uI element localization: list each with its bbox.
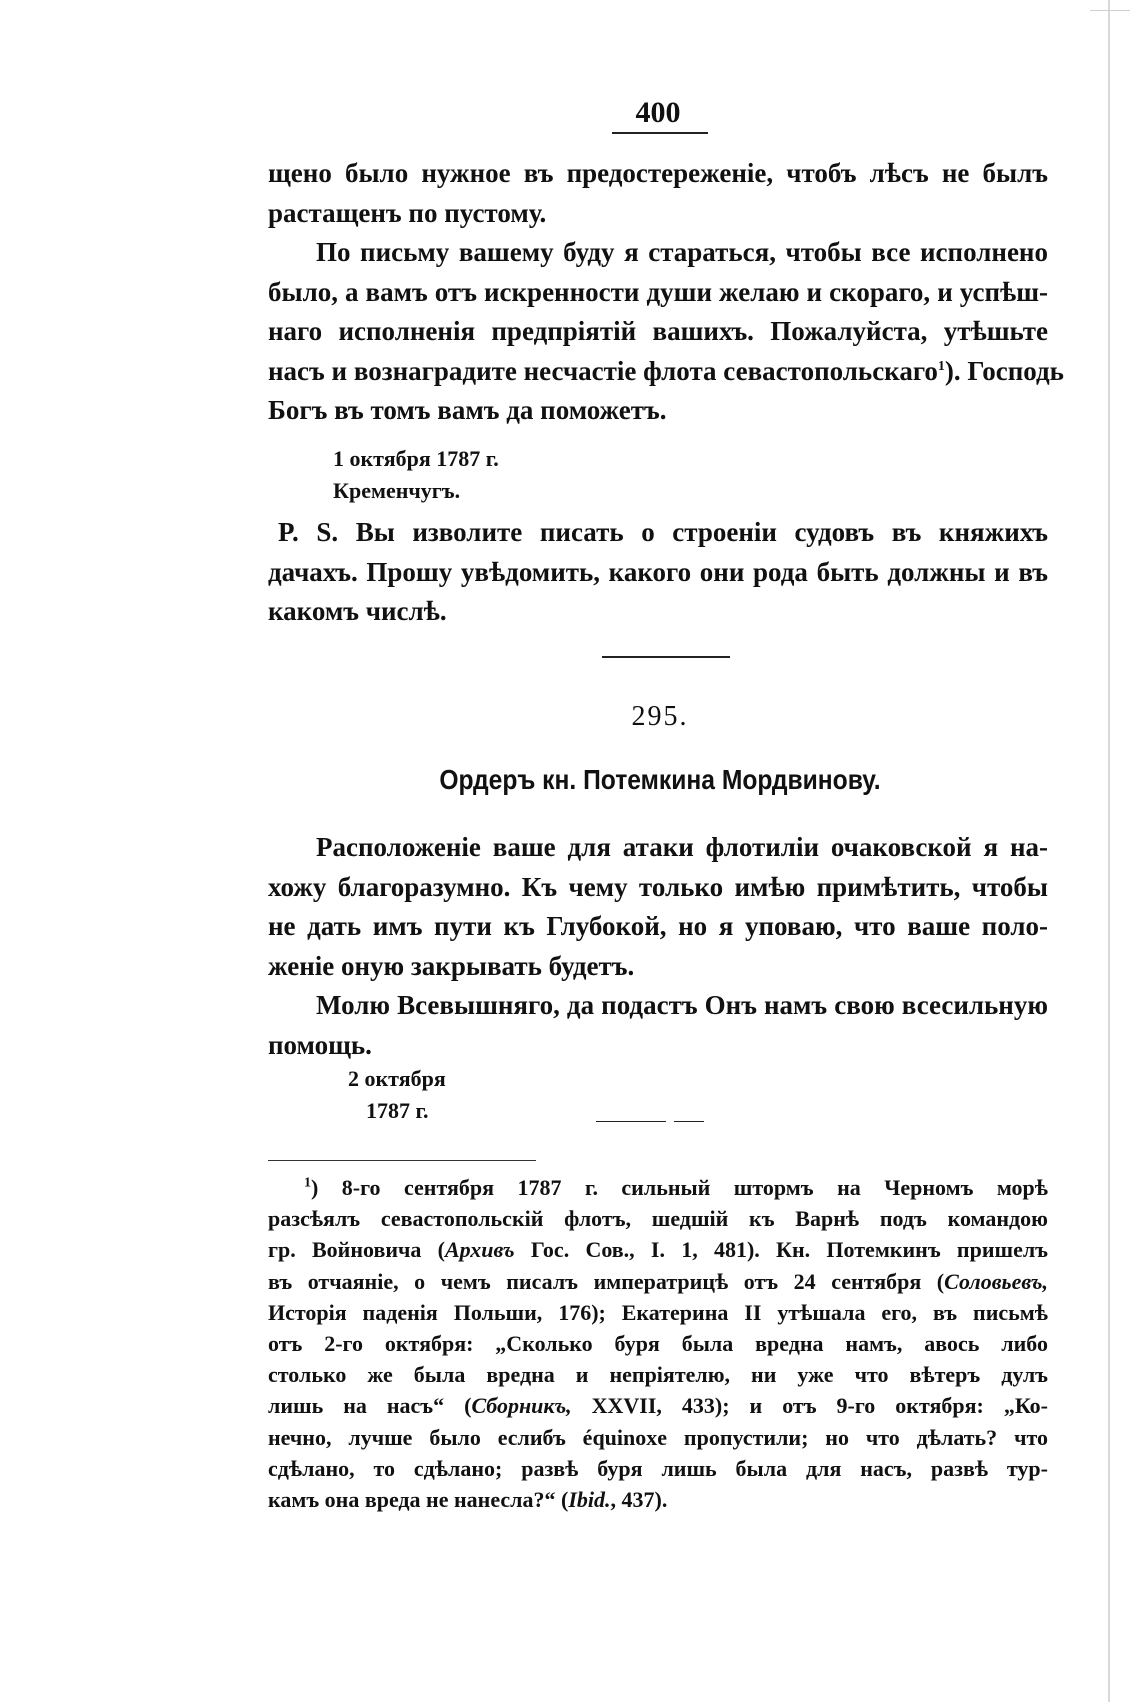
footnote-line (268, 1328, 1048, 1359)
footnote-line (268, 1422, 1048, 1453)
document-number: 295. (631, 701, 689, 732)
footnote-line (268, 1234, 1048, 1265)
text-line: дачахъ. Прошу увѣдомить, какого они рода быть должны и въ (268, 556, 1048, 587)
order-year: 1787 г. (366, 1098, 429, 1123)
letter-place: Кременчугъ. (333, 478, 461, 503)
footnote-text: гр. Войновича ( (268, 1237, 445, 1263)
order-paragraph (268, 986, 1048, 1065)
footnote-line (268, 1484, 1048, 1515)
footnote-line (268, 1203, 1048, 1234)
footnote-text: сдѣлано, то сдѣлано; развѣ буря лишь была для насъ, развѣ тур- (268, 1455, 1048, 1481)
footnote-text: въ отчаяніе, о чемъ писалъ императрицѣ отъ 24 сентября ( (268, 1268, 945, 1294)
footnote-marker: 1 (304, 1175, 311, 1191)
end-separator (596, 1121, 666, 1122)
text-line: По письму вашему буду я стараться, чтобы все исполнено (316, 237, 1048, 267)
letter-paragraph (268, 233, 1064, 431)
text-line: Расположеніе ваше для атаки флотиліи очаковской я на- (316, 832, 1048, 862)
text-line: женіе оную закрывать будетъ. (268, 950, 635, 981)
footnote-text: нечно, лучше было еслибъ équinoxe пропустили; но что дѣлать? что (268, 1424, 1048, 1450)
citation-title: Архивъ (445, 1237, 515, 1263)
page-edge-rule (1108, 0, 1110, 1702)
footnote-line (268, 1172, 1048, 1203)
footnote-text: XXVII, 433); и отъ 9-го октября: „Ко- (571, 1393, 1049, 1419)
text-line: хожу благоразумно. Къ чему только имѣю примѣтить, чтобы (268, 871, 1048, 902)
text-line: P. S. Вы изволите писать о строеніи судовъ въ княжихъ (278, 517, 1048, 547)
footnote-text: камъ она вреда не нанесла?“ ( (268, 1487, 569, 1513)
page-number: 400 (635, 96, 681, 129)
footnote-rule (268, 1160, 536, 1161)
text-line: какомъ числѣ. (268, 596, 447, 626)
footnote-text: ) 8-го сентября 1787 г. сильный штормъ на Черномъ морѣ (311, 1175, 1048, 1200)
text-line: помощь. (268, 1029, 372, 1060)
footnote-line (268, 1266, 1048, 1297)
text-segment: ). Господь (944, 355, 1064, 386)
citation-title: Соловьевъ, (944, 1268, 1048, 1294)
citation-title: Сборникъ, (471, 1393, 572, 1419)
footnote-text: , 437). (610, 1487, 668, 1513)
citation-title: Ibid. (568, 1487, 611, 1513)
section-separator (602, 656, 730, 658)
footnote-line (268, 1359, 1048, 1390)
footnote-text: Гос. Сов., I. 1, 481). Кн. Потемкинъ пришелъ (514, 1237, 1048, 1263)
text-line: наго исполненія предпріятій вашихъ. Пожалуйста, утѣшьте (268, 316, 1048, 346)
footnote (268, 1172, 1048, 1515)
document-title: Ордеръ кн. Потемкина Мордвинову. (439, 764, 881, 795)
footnote-text: Исторія паденія Польши, 176); Екатерина II утѣшала его, въ письмѣ (268, 1299, 1048, 1325)
order-date: 2 октября (348, 1066, 446, 1091)
text-line-with-footnote-ref (268, 352, 1064, 392)
text-line: было, а вамъ отъ искренности души желаю и скораго, и успѣш- (268, 276, 1048, 307)
order-paragraph (268, 828, 1048, 986)
footnote-line (268, 1390, 1048, 1421)
page-edge-tick (1090, 10, 1130, 11)
footnote-text: отъ 2-го октября: „Сколько буря была вредна намъ, авось либо (268, 1331, 1048, 1357)
text-line: растащенъ по пустому. (268, 197, 547, 228)
footnote-reference[interactable]: 1 (937, 358, 945, 374)
footnote-text: разсѣялъ севастопольскій флотъ, шедшій къ Варнѣ подъ командою (268, 1206, 1048, 1232)
text-line: Богъ въ томъ вамъ да поможетъ. (268, 395, 667, 425)
footnote-text: лишь на насъ“ ( (268, 1393, 472, 1419)
text-line: не дать имъ пути къ Глубокой, но я уповаю, что ваше поло- (268, 911, 1048, 941)
postscript-paragraph (268, 513, 1048, 632)
footnote-line (268, 1453, 1048, 1484)
text-line: щено было нужное въ предостереженіе, чтобъ лѣсъ не былъ (268, 158, 1048, 188)
continuation-paragraph (268, 154, 1048, 233)
footnote-line (268, 1297, 1048, 1328)
text-segment: насъ и вознаградите несчастіе флота севастопольскаго (268, 355, 938, 386)
letter-date: 1 октября 1787 г. (333, 446, 499, 471)
end-separator (674, 1121, 704, 1122)
footnote-text: столько же была вредна и непріятелю, ни уже что вѣтеръ дулъ (268, 1362, 1048, 1388)
page-number-underline (612, 132, 708, 134)
text-line: Молю Всевышняго, да подастъ Онъ намъ свою всесильную (316, 990, 1048, 1020)
